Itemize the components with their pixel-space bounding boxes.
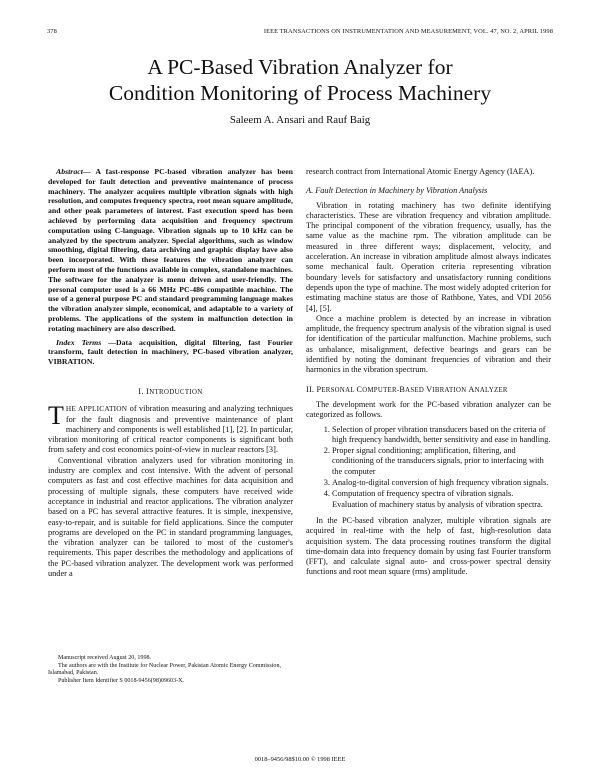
abstract-text: A fast-response PC-based vibration analyzer has been developed for fault detection and preventive maintenance of process machinery. The analyzer acquires multiple vibration signals with high resolution, and computes frequency spectra, root mean square amplitude, and other peak parameters of interest. Fast execution speed has been achieved by performing data acquisition and frequency spectrum computation using C-language. Vibration signals up to 10 kHz can be analyzed by the spectrum analyzer. Special algorithms, such as window smoothing, digital filtering, data archiving and graphic display have also been incorporated. With these features the vibration analyzer can perform most of the functions available in complex, standalone machines. The software for the analyzer is menu driven and user-friendly. The personal computer used is a 66 MHz PC-486 compatible machine. The use of a general purpose PC and standard programming language makes the vibration analyzer simple, economical, and adaptable to a variety of problems. The applications of the system in malfunction detection in rotating machinery are also described. (48, 167, 293, 333)
s2-part: A (468, 384, 475, 394)
s2-part: OMPUTER- (362, 386, 400, 394)
section-numeral: I. (138, 386, 147, 396)
section-heading-pc-based (306, 385, 551, 396)
intro-paragraph-1 (48, 401, 293, 455)
index-terms-text: Data acquisition, digital filtering, fast Fourier transform, fault detection in machinery, PC-based vibration analyzer, VIBRATION. (48, 337, 293, 367)
index-terms-label: Index Terms — (56, 337, 117, 347)
left-column (48, 167, 293, 579)
intro-paragraph-2: Conventional vibration analyzers used for vibration monitoring in industry are complex and cost intensive. With the advent of personal computers as fast and cost effective machines for data acquisition and processing of multiple signals, these computers have received wide acceptance in industrial and reactor applications. The vibration analyzer based on a PC has several attractive features. It is simple, inexpensive, easy-to-repair, and is suitable for field applications. Since the computer programs are developed on the PC in standard programming languages, the vibration analyzer can be tailored to most of the customer's requirements. This paper describes the methodology and applications of the PC-based vibration analyzer. The development work was performed under a (48, 455, 293, 578)
list-item: 4. Computation of frequency spectra of vibration signals. Evaluation of machinery status by analysis of vibration spectra. (332, 489, 551, 510)
footnote-identifier: Publisher Item Identifier S 0018-9456(98)09603-X. (58, 677, 185, 684)
footnote-affiliation: The authors are with the Institute for Nuclear Power, Pakistan Atomic Energy Commission, Islamabad, Pakistan. (48, 662, 282, 677)
right-column (306, 167, 551, 578)
section-heading-introduction (48, 387, 293, 398)
page-number: 378 (47, 28, 57, 35)
title-line-1: A PC-Based Vibration Analyzer for (147, 55, 453, 79)
section2-numeral: II. (306, 384, 317, 394)
s2-part: V (426, 384, 433, 394)
section2-paragraph-1: The development work for the PC-based vibration analyzer can be categorized as follows. (306, 399, 551, 420)
subsection-a-paragraph-2: Once a machine problem is detected by an increase in vibration amplitude, the frequency spectrum analysis of the vibration signal is used for identification of the particular malfunction. Machine problems, such as unbalance, misalignment, defective bearings and gears can be identified by noting the dominant frequencies of vibration and their harmonics in the vibration spectrum. (306, 313, 551, 375)
abstract (48, 167, 293, 334)
s2-part: C (356, 384, 363, 394)
section-rest: NTRODUCTION (149, 388, 203, 396)
footnote (48, 655, 293, 685)
index-terms (48, 338, 293, 367)
authors: Saleem A. Ansari and Rauf Baig (229, 114, 371, 126)
intro-first-word: HE APPLICATION (65, 404, 128, 414)
s2-part: NALYZER (474, 386, 508, 394)
title-line-2: Condition Monitoring of Process Machinery (108, 81, 492, 105)
intro-p1-text: of vibration measuring and analyzing techniques for the fault diagnosis and preventive maintenance of plant machinery and components is well established [1], [2]. In particular, vibration monitoring of critical reactor components is significant both from safety and cost economics point-of-view in nuclear reactors [3]. (48, 404, 293, 455)
s2-part: B (399, 384, 406, 394)
list-item: 2. Proper signal conditioning; amplification, filtering, and conditioning of the transducers signals, prior to interfacing with the computer (332, 446, 551, 477)
drop-cap: T (48, 401, 64, 431)
footnote-received: Manuscript received August 20, 1998. (58, 655, 152, 661)
section-first-letter: I (146, 386, 150, 396)
development-list (306, 425, 551, 510)
list-item: 1. Selection of proper vibration transducers based on the criteria of high frequency bandwidth, better sensitivity and ease in handling. (332, 425, 551, 446)
list-item: 3. Analog-to-digital conversion of high frequency vibration signals. (332, 478, 551, 488)
section2-paragraph-2: In the PC-based vibration analyzer, multiple vibration signals are acquired in real-time with the help of fast, high-resolution data acquisition system. The data processing routines transform the digital time-domain data into frequency domain by using fast Fourier transform (FFT), and calculate signal auto- and cross-power spectral density functions and root mean square (rms) amplitude. (306, 515, 551, 577)
s2-part: ERSONAL (321, 386, 357, 394)
abstract-label: Abstract— (56, 167, 91, 176)
paper-title (40, 54, 560, 106)
s2-part: P (316, 384, 322, 394)
copyright-line: 0018–9456/98$10.00 © 1998 IEEE (254, 756, 346, 763)
continuation-text: research contract from International Atomic Energy Agency (IAEA). (306, 167, 535, 176)
s2-part: ASED (405, 386, 427, 394)
journal-header: IEEE TRANSACTIONS ON INSTRUMENTATION AND MEASUREMENT, VOL. 47, NO. 2, APRIL 1998 (263, 28, 553, 35)
subsection-a-paragraph-1: Vibration in rotating machinery has two definite identifying characteristics. These are vibration frequency and vibration amplitude. The principal component of the vibration frequency, usually, has the same value as the machine rpm. The vibration amplitude can be measured in three different ways; displacement, velocity, and acceleration. An increase in vibration amplitude almost always indicates some mechanical fault. Operation criteria representing vibration boundary levels for satisfactory and unsatisfactory running conditions depends upon the type of machine. The most widely adopted criterion for estimating machine status are those of Rathbone, Yates, and VDI 2056 [4], [5]. (306, 200, 551, 313)
s2-part: IBRATION (432, 386, 469, 394)
subsection-heading-a: A. Fault Detection in Machinery by Vibration Analysis (306, 186, 488, 196)
